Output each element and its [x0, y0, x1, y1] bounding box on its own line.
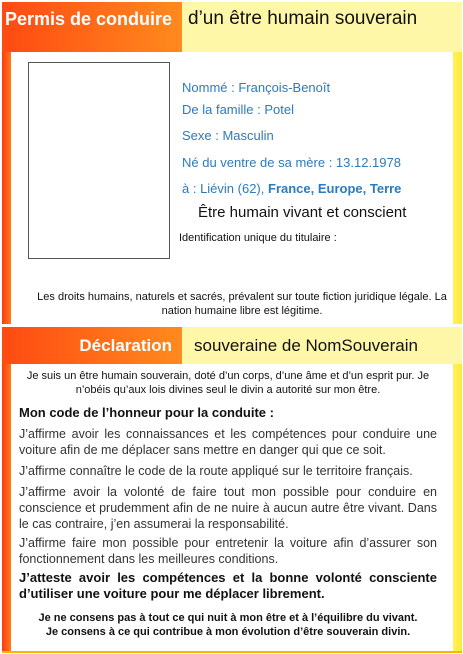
declaration-title: Déclaration: [2, 327, 182, 364]
field-birth: Né du ventre de sa mère : 13.12.1978: [182, 155, 401, 170]
permit-title: Permis de conduire: [2, 2, 182, 52]
field-birthplace: [182, 181, 401, 196]
declaration-header: [2, 327, 462, 364]
photo-placeholder: [28, 62, 170, 259]
declaration-intro: Je suis un être humain souverain, doté d’un corps, d’une âme et d’un esprit pur. Je n’obéis qu’aux lois divines seul le divin a autorité sur mon être.: [26, 370, 430, 396]
rights-statement: Les droits humains, naturels et sacrés, prévalent sur toute fiction juridique légale. La nation humaine libre est légitime.: [37, 291, 447, 317]
honor-paragraph: J’affirme avoir la volonté de faire tout mon possible pour conduire en conscience et prudemment afin de ne nuire à aucun autre être vivant. Dans le cas contraire, j’en assumerai la responsabilité.: [19, 485, 437, 531]
honor-paragraph: J’affirme faire mon possible pour entretenir la voiture afin d’assurer son fonctionnement dans les meilleures conditions.: [19, 536, 437, 566]
permit-subtitle: d’un être humain souverain: [182, 2, 462, 52]
field-family: De la famille : Potel: [182, 102, 294, 117]
field-sex: Sexe : Masculin: [182, 128, 274, 143]
consent-line-1: Je ne consens pas à tout ce qui nuit à mon être et à l’équilibre du vivant.: [38, 612, 418, 624]
honor-code-title: Mon code de l’honneur pour la conduite :: [19, 405, 274, 420]
identification-label: Identification unique du titulaire :: [179, 232, 337, 244]
status-line: Être humain vivant et conscient: [198, 204, 407, 221]
honor-paragraph: J’affirme avoir les connaissances et les compétences pour conduire une voiture afin de me déplacer sans mettre en danger qui que ce soit.: [19, 427, 437, 457]
permit-header: [2, 2, 462, 52]
birthplace-city: à : Liévin (62),: [182, 181, 268, 196]
permit-card: [2, 2, 462, 324]
honor-paragraph: J’affirme connaître le code de la route appliqué sur le territoire français.: [19, 464, 413, 478]
birthplace-region: France, Europe, Terre: [268, 181, 402, 196]
field-name: Nommé : François-Benoît: [182, 80, 331, 95]
declaration-card: [2, 327, 462, 653]
declaration-subtitle: souveraine de NomSouverain: [182, 327, 462, 364]
consent-statements: [18, 611, 438, 639]
consent-line-2: Je consens à ce qui contribue à mon évolution d’être souverain divin.: [45, 626, 411, 638]
attestation: J’atteste avoir les compétences et la bonne volonté consciente d’utiliser une voiture pour me déplacer librement.: [19, 570, 437, 601]
